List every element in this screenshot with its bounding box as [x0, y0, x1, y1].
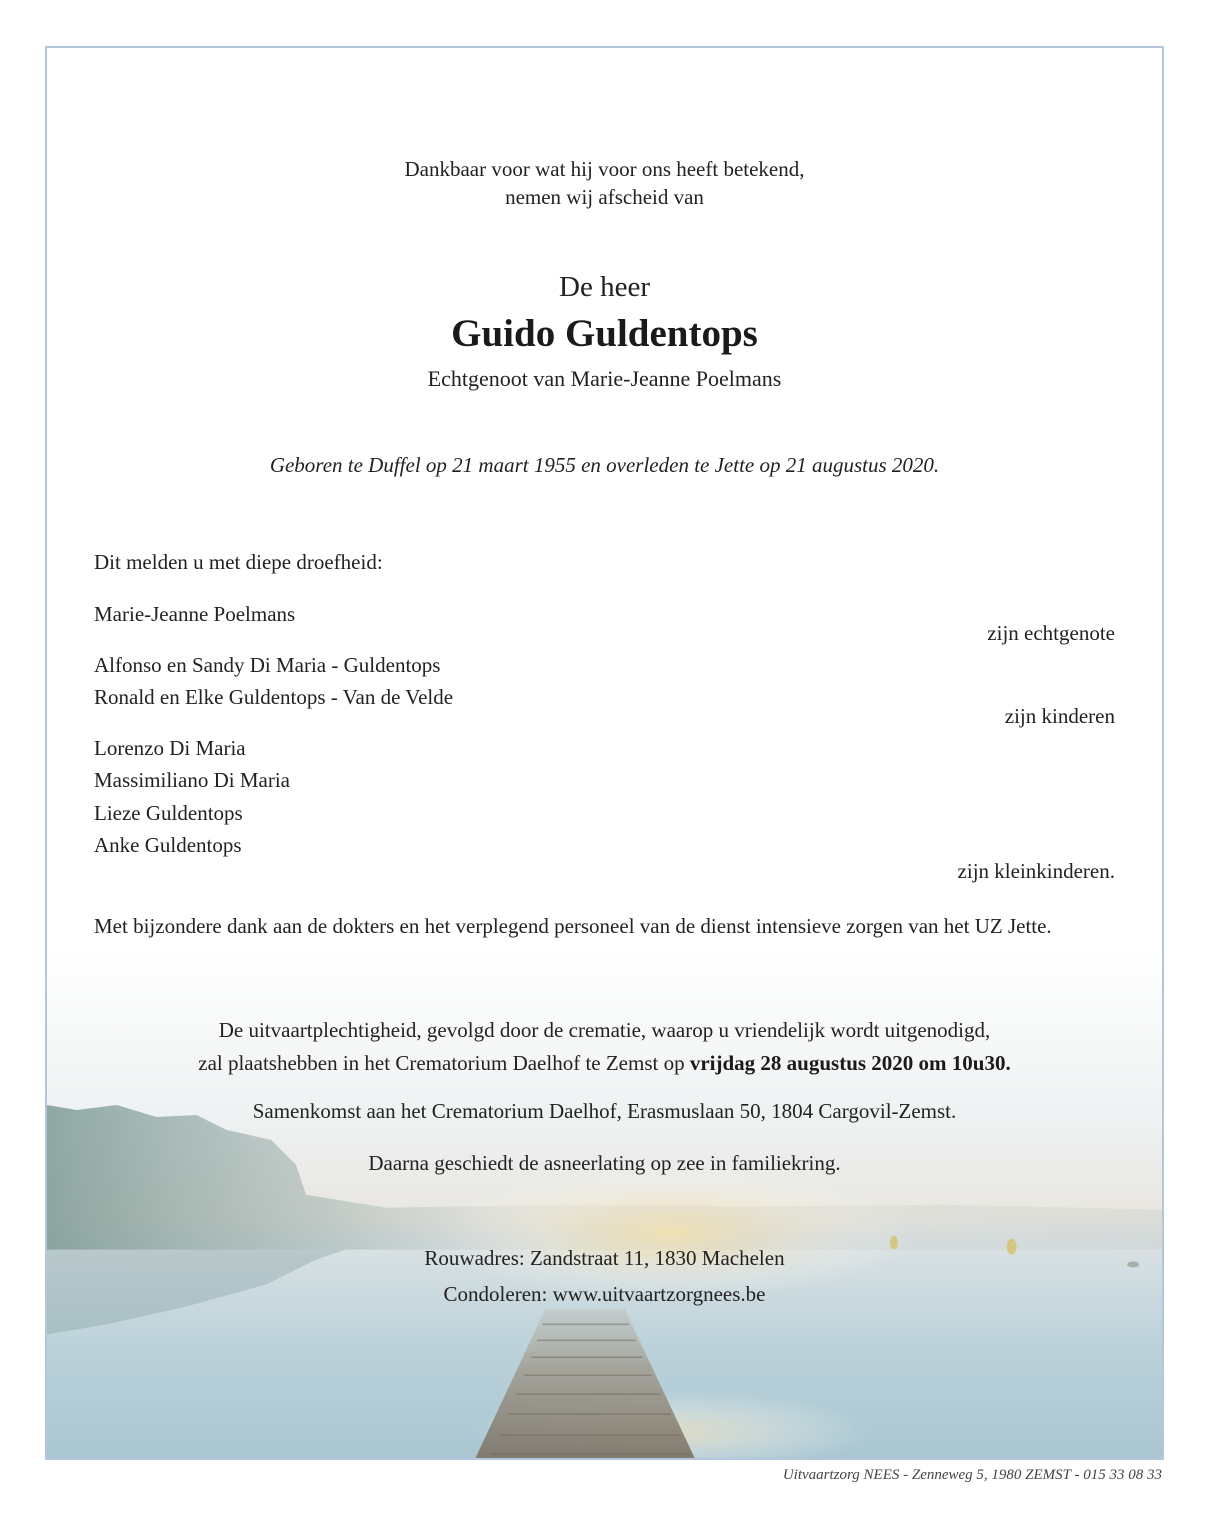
relation-label: zijn kinderen [1004, 704, 1115, 728]
funeral-home-footer: Uitvaartzorg NEES - Zenneweg 5, 1980 ZEMST - 015 33 08 33 [782, 1467, 1162, 1483]
thanks-text: Met bijzondere dank aan de dokters en het verplegend personeel van de dienst intensieve zorgen van het UZ Jette. [94, 914, 1052, 938]
deceased-name: Guido Guldentops [451, 312, 758, 355]
meeting-point: Samenkomst aan het Crematorium Daelhof, Erasmuslaan 50, 1804 Cargovil-Zemst. [252, 1099, 957, 1123]
mourner-name: Marie-Jeanne Poelmans [94, 602, 296, 626]
ash-scattering-note: Daarna geschiedt de asneerlating op zee in familiekring. [368, 1151, 841, 1175]
ceremony-location: zal plaatshebben in het Crematorium Daelhof te Zemst op [198, 1051, 685, 1075]
obituary-card [45, 46, 1164, 1460]
relation-label: zijn echtgenote [987, 621, 1115, 645]
mourner-name: Massimiliano Di Maria [94, 768, 290, 792]
ceremony-line-2 [47, 1047, 1162, 1080]
mourner-name: Alfonso en Sandy Di Maria - Guldentops [94, 653, 441, 677]
mourner-name: Lorenzo Di Maria [94, 736, 246, 760]
intro-line-2: nemen wij afscheid van [505, 185, 704, 209]
honorific: De heer [559, 271, 650, 303]
ceremony-datetime: vrijdag 28 augustus 2020 om 10u30. [689, 1051, 1011, 1075]
intro-line-1: Dankbaar voor wat hij voor ons heeft betekend, [404, 157, 805, 181]
condolence-website[interactable]: Condoleren: www.uitvaartzorgnees.be [443, 1282, 766, 1306]
birth-death-line: Geboren te Duffel op 21 maart 1955 en overleden te Jette op 21 augustus 2020. [269, 453, 940, 477]
spouse-line: Echtgenoot van Marie-Jeanne Poelmans [427, 366, 782, 391]
intro-text [47, 155, 1162, 211]
relation-label: zijn kleinkinderen. [957, 859, 1115, 883]
announcement-lead: Dit melden u met diepe droefheid: [94, 550, 383, 574]
mourner-name: Ronald en Elke Guldentops - Van de Velde [94, 685, 454, 709]
mourning-address: Rouwadres: Zandstraat 11, 1830 Machelen [424, 1246, 785, 1270]
mourner-name: Lieze Guldentops [94, 801, 243, 825]
mourner-name: Anke Guldentops [94, 833, 242, 857]
ceremony-line-1: De uitvaartplechtigheid, gevolgd door de crematie, waarop u vriendelijk wordt uitgenodigd, [218, 1018, 991, 1042]
ceremony-text [47, 1014, 1162, 1080]
